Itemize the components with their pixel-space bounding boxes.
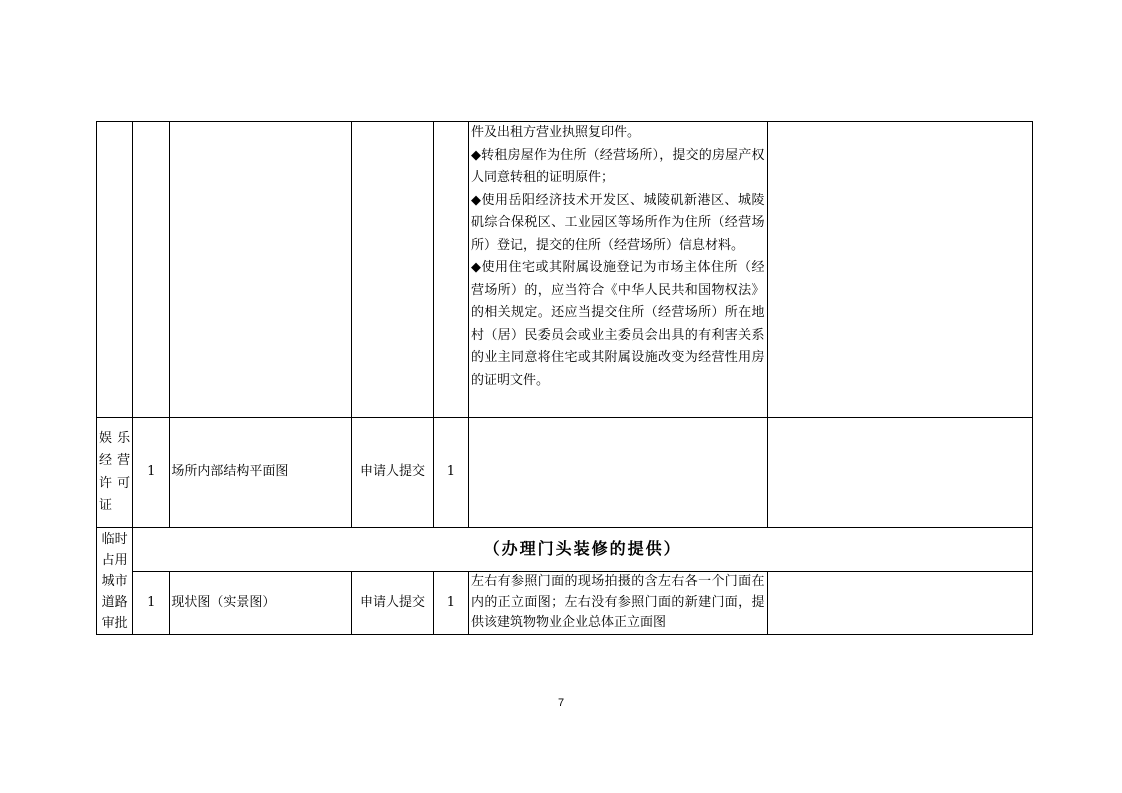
requirement-cell: 左右有参照门面的现场拍摄的含左右各一个门面在内的正立面图；左右没有参照门面的新建门面，提供该建筑物物业企业总体正立面图: [468, 572, 767, 635]
number-cell: [133, 122, 170, 418]
category-line: 审批: [101, 615, 128, 631]
requirement-cell: [468, 122, 767, 418]
requirement-cell: [468, 418, 767, 528]
source-cell: 申请人提交: [352, 572, 433, 635]
category-line: 占用: [101, 552, 128, 568]
material-name-cell: 现状图（实景图）: [170, 572, 352, 635]
materials-table: [96, 121, 1033, 635]
source-cell: 申请人提交: [352, 418, 433, 528]
count-cell: [433, 122, 468, 418]
section-title: （办理门头装修的提供）: [133, 528, 1033, 572]
requirement-line: ◆使用住宅或其附属设施登记为市场主体住所（经营场所）的，应当符合《中华人民共和国物权法》的相关规定。还应当提交住所（经营场所）所在地村（居）民委员会或业主委员会出具的有利害关系的业主同意将住宅或其附属设施改变为经营性用房的证明文件。: [470, 260, 765, 388]
count-cell: 1: [433, 572, 468, 635]
source-cell: [352, 122, 433, 418]
category-cell: [97, 418, 133, 528]
material-name-cell: 场所内部结构平面图: [170, 418, 352, 528]
category-line: 道路: [101, 594, 128, 610]
category-line: 娱 乐: [99, 430, 131, 446]
number-cell: 1: [133, 572, 170, 635]
requirement-line: 件及出租方营业执照复印件。: [470, 125, 640, 140]
count-cell: 1: [433, 418, 468, 528]
requirement-line: ◆使用岳阳经济技术开发区、城陵矶新港区、城陵矶综合保税区、工业园区等场所作为住所（经营场所）登记，提交的住所（经营场所）信息材料。: [470, 192, 765, 253]
table-row: [97, 418, 1033, 528]
category-cell: [97, 528, 133, 635]
category-cell: [97, 122, 133, 418]
table-row: [97, 572, 1033, 635]
requirement-line: ◆转租房屋作为住所（经营场所），提交的房屋产权人同意转租的证明原件；: [470, 147, 765, 185]
category-line: 经 营: [99, 453, 131, 468]
category-line: 临时: [101, 531, 128, 547]
page-number: 7: [557, 697, 565, 709]
number-cell: 1: [133, 418, 170, 528]
category-line: 城市: [101, 573, 128, 589]
note-cell: [767, 122, 1032, 418]
note-cell: [767, 418, 1032, 528]
category-line: 证: [99, 498, 113, 513]
table-row: [97, 528, 1033, 572]
category-line: 许 可: [99, 475, 131, 491]
note-cell: [767, 572, 1032, 635]
table-row: [97, 122, 1033, 418]
material-name-cell: [170, 122, 352, 418]
